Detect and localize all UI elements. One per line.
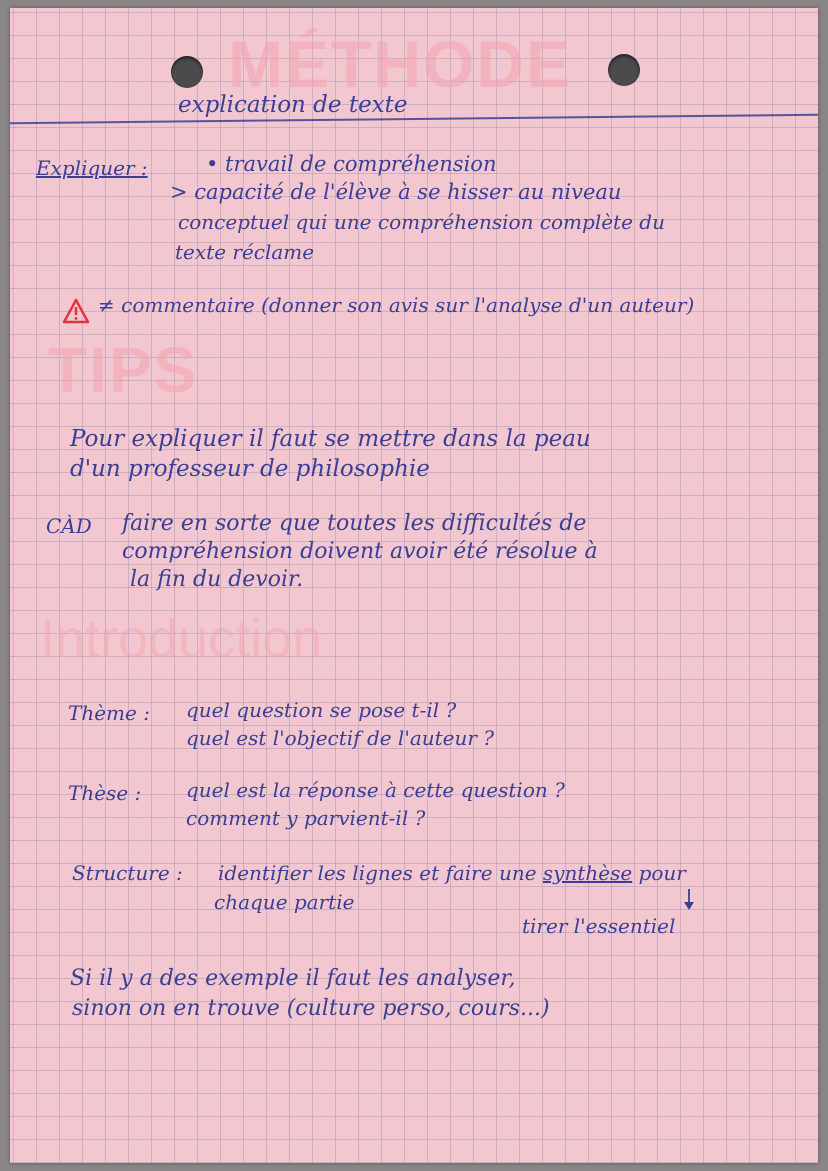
tips-line-2: d'un professeur de philosophie (70, 456, 430, 482)
expliquer-line-3: conceptuel qui une compréhension complète du (178, 210, 665, 234)
expliquer-label: Expliquer : (36, 156, 148, 180)
synthese-word: synthèse (542, 861, 633, 885)
these-line-2: comment y parvient-il ? (186, 806, 426, 830)
punch-hole-left (171, 56, 203, 88)
exemple-line-2: sinon on en trouve (culture perso, cours...) (72, 996, 550, 1021)
structure-label: Structure : (72, 861, 183, 885)
exemple-line-1: Si il y a des exemple il faut les analyser, (70, 966, 516, 991)
title-underline (10, 114, 818, 124)
arrow-down-icon (681, 888, 697, 912)
structure-text: identifier les lignes et faire une (218, 861, 537, 885)
tips-line-1: Pour expliquer il faut se mettre dans la peau (70, 426, 591, 452)
note-card (10, 8, 818, 1163)
ghost-heading-tips: TIPS (48, 334, 199, 406)
page-title: explication de texte (178, 92, 408, 118)
expliquer-line-1: • travail de compréhension (206, 152, 497, 176)
essentiel-note: tirer l'essentiel (522, 914, 676, 938)
expliquer-line-2: > capacité de l'élève à se hisser au niveau (170, 180, 622, 204)
expliquer-line-4: texte réclame (175, 240, 315, 264)
cad-line-3: la fin du devoir. (130, 567, 304, 592)
ghost-heading-methode: MÉTHODE (228, 27, 572, 101)
structure-line-2: chaque partie (214, 890, 355, 914)
theme-line-1: quel question se pose t-il ? (186, 698, 457, 722)
these-line-1: quel est la réponse à cette question ? (186, 778, 565, 802)
theme-line-2: quel est l'objectif de l'auteur ? (186, 726, 495, 750)
cad-line-1: faire en sorte que toutes les difficultés de (122, 511, 587, 536)
theme-label: Thème : (68, 701, 150, 725)
punch-hole-right (608, 54, 640, 86)
cad-label: CÀD (46, 514, 92, 538)
these-label: Thèse : (68, 781, 142, 805)
cad-line-2: compréhension doivent avoir été résolue à (122, 539, 598, 564)
warning-triangle-icon (62, 298, 90, 324)
structure-pour: pour (638, 861, 686, 885)
structure-line-1 (218, 863, 686, 883)
ghost-heading-introduction: Introduction (40, 609, 323, 669)
warning-text: ≠ commentaire (donner son avis sur l'analyse d'un auteur) (98, 293, 695, 317)
